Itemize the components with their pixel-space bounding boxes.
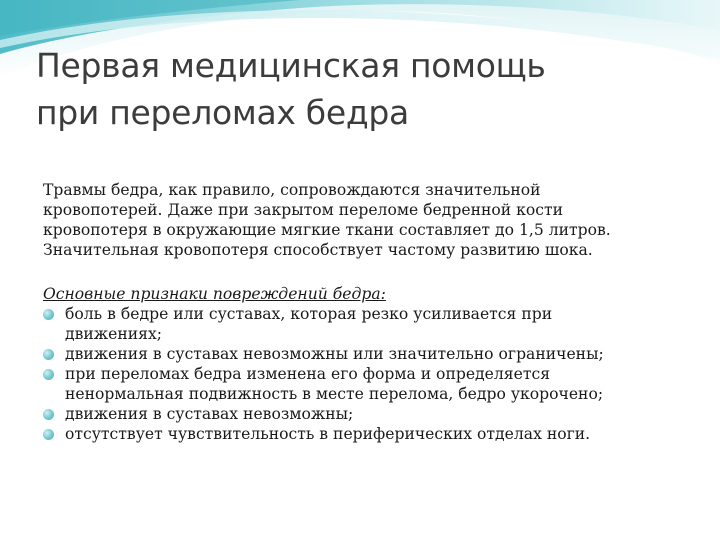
intro-paragraph: [43, 180, 703, 260]
list-item-line: боль в бедре или суставах, которая резко усиливается при: [65, 305, 553, 323]
paragraph-line: Травмы бедра, как правило, сопровождаются значительной: [43, 181, 541, 199]
signs-heading: Основные признаки повреждений бедра:: [43, 285, 386, 303]
bullet-icon: [43, 429, 54, 440]
bullet-icon: [43, 349, 54, 360]
paragraph-line: Значительная кровопотеря способствует частому развитию шока.: [43, 241, 593, 259]
list-item-line: движения в суставах невозможны или значительно ограничены;: [65, 345, 604, 363]
paragraph-line: кровопотеря в окружающие мягкие ткани составляет до 1,5 литров.: [43, 221, 611, 239]
list-item: [43, 424, 703, 444]
signs-list: [43, 304, 703, 444]
list-item-line: движения в суставах невозможны;: [65, 405, 354, 423]
list-item-line: при переломах бедра изменена его форма и определяется: [65, 365, 551, 383]
bullet-icon: [43, 409, 54, 420]
list-item-line: движениях;: [65, 325, 163, 343]
title-line: при переломах бедра: [36, 93, 409, 132]
bullet-icon: [43, 309, 54, 320]
list-item-line: отсутствует чувствительность в периферических отделах ноги.: [65, 425, 591, 443]
list-item: [43, 364, 703, 404]
list-item: [43, 304, 703, 344]
bullet-icon: [43, 369, 54, 380]
list-item: [43, 344, 703, 364]
slide-body: [43, 180, 703, 444]
title-line: Первая медицинская помощь: [36, 46, 546, 85]
paragraph-line: кровопотерей. Даже при закрытом переломе бедренной кости: [43, 201, 563, 219]
list-item-line: ненормальная подвижность в месте перелома, бедро укорочено;: [65, 385, 604, 403]
list-item: [43, 404, 703, 424]
slide-title: [36, 42, 686, 136]
